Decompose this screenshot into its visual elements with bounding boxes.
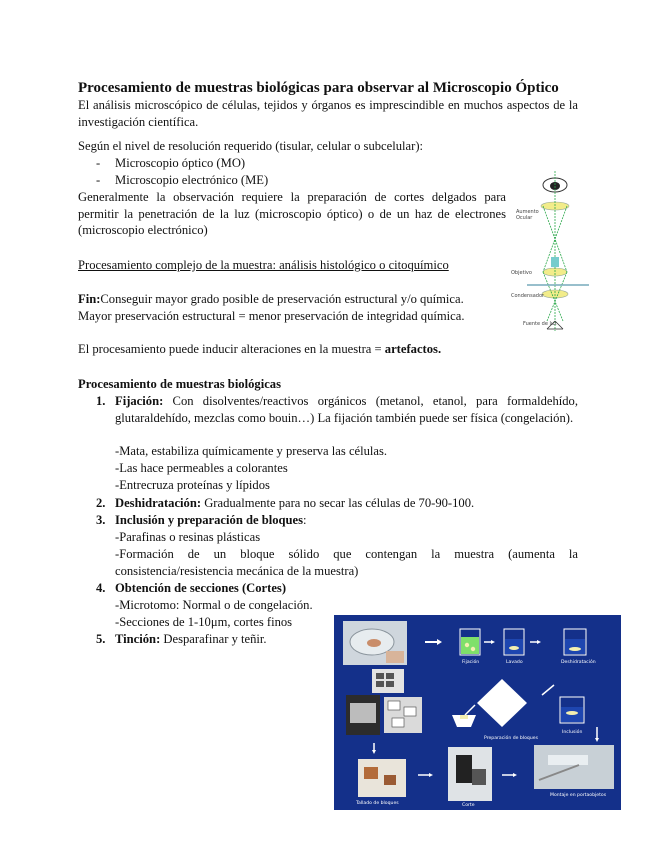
step-label: Obtención de secciones (Cortes): [115, 581, 287, 595]
step-dehydration: [115, 495, 474, 512]
wash-container: [504, 629, 524, 655]
step-number: 4.: [96, 581, 106, 595]
step-number: 5.: [96, 632, 106, 646]
block-preparation-icon: [477, 679, 527, 727]
arrow-icon: [595, 738, 599, 742]
intro-paragraph: El análisis microscópico de células, tejidos y órganos es imprescindible en muchos aspectos de la investigación científica.: [78, 98, 578, 129]
specimen-icon: [551, 257, 559, 267]
preservation-line: Mayor preservación estructural = menor preservación de integridad química.: [78, 309, 465, 323]
arrow-icon: [513, 773, 517, 777]
step-detail: -Entrecruza proteínas y lípidos: [115, 478, 270, 492]
complex-processing-heading: Procesamiento complejo de la muestra: análisis histológico o citoquímico: [78, 258, 449, 272]
step-text: Gradualmente para no secar las células de 70-90-100.: [201, 496, 475, 510]
alterations-line: [78, 341, 441, 358]
step-label: Deshidratación:: [115, 496, 202, 510]
step-sections: [115, 580, 286, 597]
microtome-photo: [448, 747, 492, 801]
arrow-icon: [465, 705, 475, 715]
step-text: :: [303, 513, 307, 527]
arrow-icon: [542, 685, 554, 695]
arrow-icon: [491, 640, 495, 644]
step-fixation: [115, 393, 578, 426]
tissue-photo: [343, 621, 407, 665]
arrow-icon: [429, 773, 433, 777]
inclusion-container: [560, 697, 584, 723]
step-text: Desparafinar y teñir.: [160, 632, 267, 646]
section-heading: Procesamiento de muestras biológicas: [78, 377, 281, 391]
goal-line: [78, 291, 464, 308]
figure-label: Preparación de bloques: [484, 736, 538, 741]
figure-label: Corte: [462, 803, 475, 808]
page-title: Procesamiento de muestras biológicas para observar al Microscopio Óptico: [78, 80, 559, 96]
figure-label: Tallado de bloques: [356, 801, 399, 806]
micro-label: Fuente de luz: [523, 321, 557, 327]
arrow-icon: [437, 639, 442, 645]
step-label: Fijación:: [115, 394, 164, 408]
arrow-icon: [372, 750, 376, 754]
dehydration-container: [564, 629, 586, 655]
arrow-icon: [537, 640, 541, 644]
list-bullet: -: [96, 156, 101, 170]
micro-label: Ocular: [516, 215, 533, 221]
figure-label: Lavado: [506, 660, 523, 665]
step-text: Con disolventes/reactivos orgánicos (metanol, etanol, para formaldehído, glutaraldehído, mezclas como bouin…) La fijación también puede ser física (congelación).: [115, 394, 578, 425]
micro-label: Objetivo: [511, 270, 532, 276]
microscope-ray-diagram: [507, 161, 589, 335]
embedding-station-photo: [346, 695, 380, 735]
step-number: 2.: [96, 496, 106, 510]
trimmed-blocks-photo: [358, 759, 406, 797]
figure-label: Inclusión: [562, 730, 583, 735]
figure-label: Deshidratación: [561, 660, 596, 665]
step-detail: -Secciones de 1-10μm, cortes finos: [115, 615, 293, 629]
step-detail: -Parafinas o resinas plásticas: [115, 530, 261, 544]
step-number: 1.: [96, 394, 106, 408]
microscope-item-electronic: Microscopio electrónico (ME): [115, 173, 269, 187]
step-label: Inclusión y preparación de bloques: [115, 513, 304, 527]
step-detail: -Formación de un bloque sólido que contengan la muestra (aumenta la consistencia/resistencia mecánica de la muestra): [115, 547, 578, 578]
step-inclusion: [115, 512, 307, 529]
goal-text: Conseguir mayor grado posible de preservación estructural y/o química.: [100, 292, 464, 306]
slide-mounting-photo: [534, 745, 614, 789]
observation-paragraph: Generalmente la observación requiere la preparación de cortes delgados para permitir la penetración de la luz (microscopio óptico) o de un haz de electrones (microscopio electrónico): [78, 190, 506, 237]
step-staining: [115, 631, 267, 648]
block-mold-photo: [372, 669, 404, 693]
cassettes-photo: [384, 697, 422, 733]
step-number: 3.: [96, 513, 106, 527]
fixation-container: [460, 629, 480, 655]
resolution-intro: Según el nivel de resolución requerido (tisular, celular o subcelular):: [78, 139, 424, 153]
micro-label: Condensador: [511, 293, 545, 299]
step-label: Tinción:: [115, 632, 161, 646]
step-detail: -Mata, estabiliza químicamente y preserva las células.: [115, 444, 388, 458]
artifacts-term: artefactos.: [384, 342, 442, 356]
inclusion-mold-icon: [452, 715, 476, 727]
figure-label: Montaje en portaobjetos: [550, 793, 607, 798]
micro-label: Aumento: [516, 209, 539, 215]
processing-steps-figure: [334, 615, 621, 810]
list-bullet: -: [96, 173, 101, 187]
step-detail: -Microtomo: Normal o de congelación.: [115, 598, 313, 612]
microscope-item-optical: Microscopio óptico (MO): [115, 156, 246, 170]
step-detail: -Las hace permeables a colorantes: [115, 461, 288, 475]
goal-label: Fin:: [78, 292, 101, 306]
figure-label: Fijación: [462, 660, 480, 665]
alterations-text: El procesamiento puede inducir alteraciones en la muestra =: [78, 342, 385, 356]
